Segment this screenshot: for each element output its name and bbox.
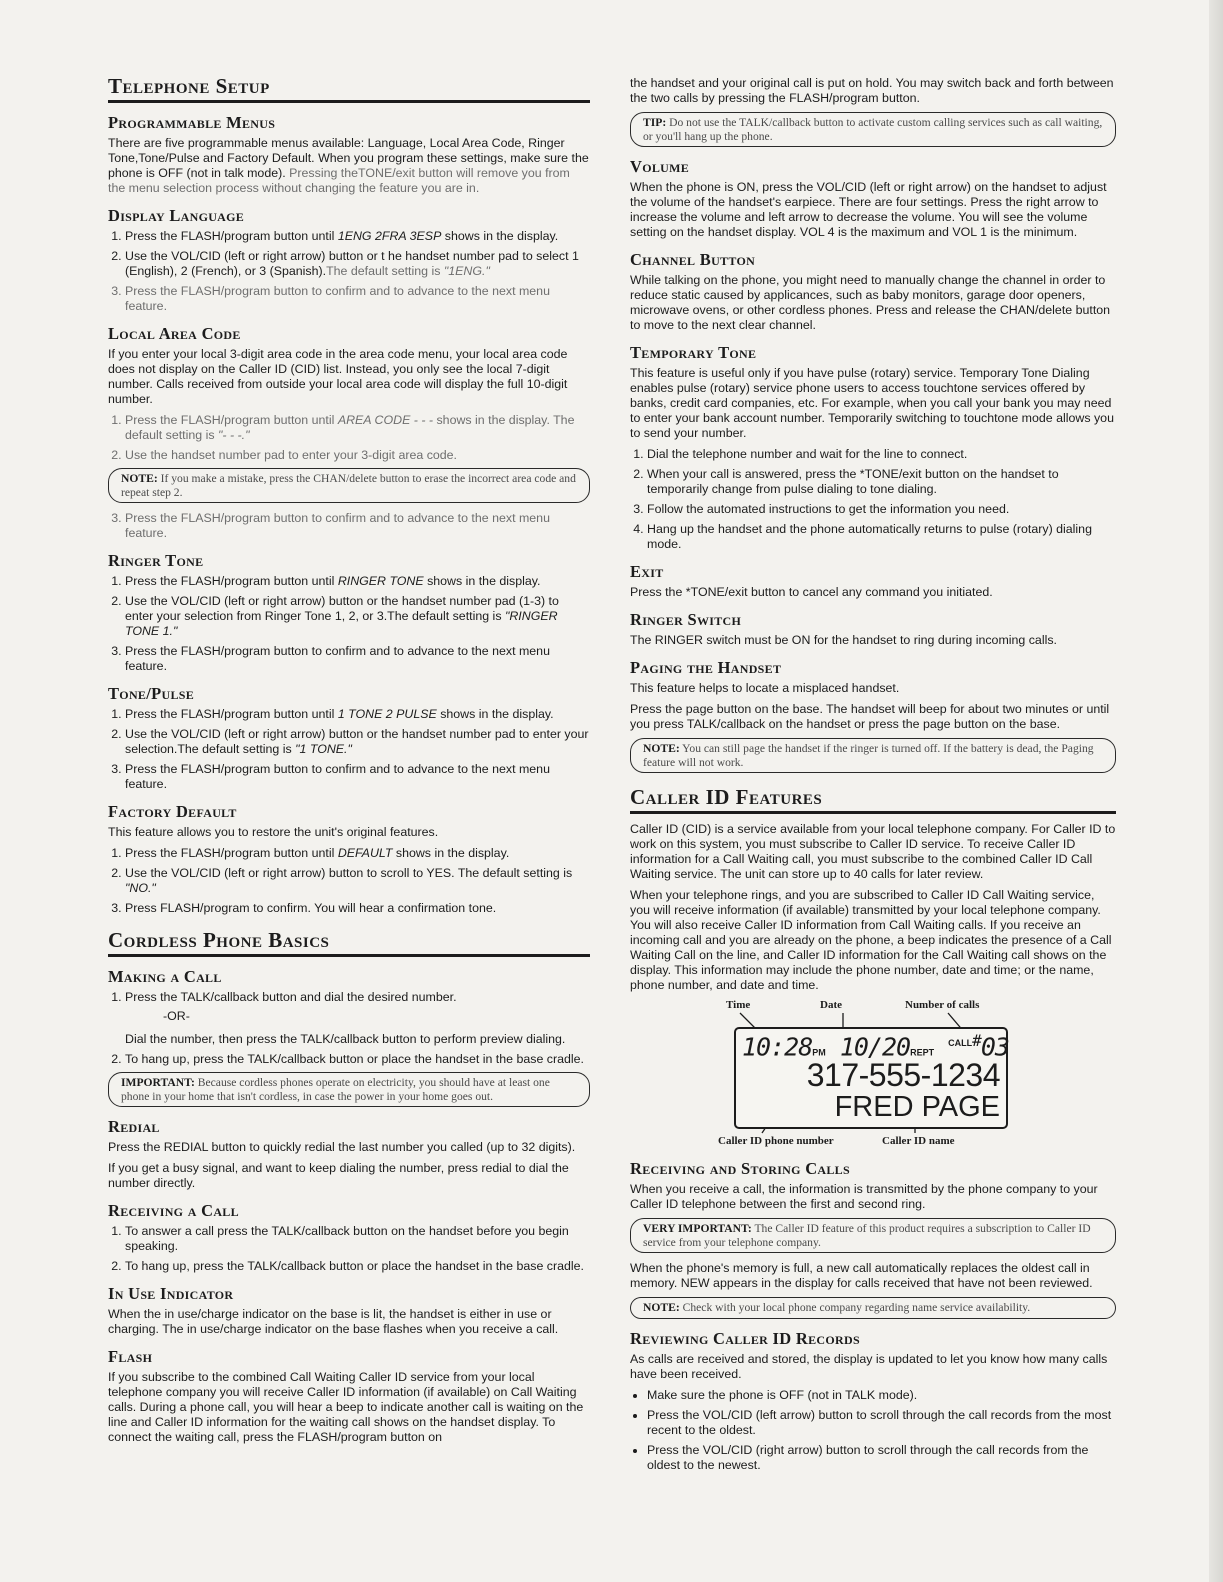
list-item: 1. Press the FLASH/program button until RINGER TONE shows in the display. <box>125 574 590 589</box>
right-column <box>630 76 1116 1478</box>
note-tip: TIP: Do not use the TALK/callback button to activate custom calling services such as call waiting, or you'll hang up the phone. <box>630 112 1116 147</box>
making-call-steps <box>108 990 590 1067</box>
lcd-time: 10:28 <box>742 1032 813 1062</box>
factory-default-text: This feature allows you to restore the unit's original features. <box>108 825 439 839</box>
paging-text-2: Press the page button on the base. The handset will beep for about two minutes or until you press TALK/callback on the handset or press the page button on the base. <box>630 702 1110 731</box>
lcd-date: 10/20 <box>839 1032 911 1062</box>
heading-receiving-a-call: Receiving a Call <box>108 1201 239 1220</box>
heading-display-language: Display Language <box>108 206 245 225</box>
heading-channel-button: Channel Button <box>630 250 756 269</box>
heading-exit: Exit <box>630 562 664 581</box>
or-separator: -OR- <box>163 1009 190 1023</box>
programmable-menus-text: There are five programmable menus available: Language, Local Area Code, Ringer Tone,Tone/Pulse and Factory Default. When you program these settings, make sure the phone is OFF (not in talk mode). Pressing theTONE/exit button will remove you from the menu selection process without changing the feature you are in. <box>108 136 589 195</box>
list-item: 2. To hang up, press the TALK/callback button or place the handset in the base cradle. <box>125 1052 590 1067</box>
heading-programmable-menus: Programmable Menus <box>108 113 276 132</box>
list-item: 3. Press the FLASH/program button to confirm and to advance to the next menu feature. <box>125 511 590 541</box>
list-item: 2. Use the VOL/CID (left or right arrow) button to scroll to YES. The default setting is "NO." <box>125 866 590 896</box>
heading-redial: Redial <box>108 1117 160 1136</box>
reviewing-text: As calls are received and stored, the display is updated to let you know how many calls have been received. <box>630 1351 1108 1381</box>
list-item: 1. Press the FLASH/program button until 1ENG 2FRA 3ESP shows in the display. <box>125 229 590 244</box>
label-caller-id-name: Caller ID name <box>882 1135 955 1147</box>
lcd-pm: PM <box>812 1047 826 1058</box>
tone-pulse-steps <box>108 707 590 792</box>
heading-reviewing-records: Reviewing Caller ID Records <box>630 1328 860 1348</box>
list-item: 2. Use the VOL/CID (left or right arrow) button or the handset number pad (1-3) to enter your selection from Ringer Tone 1, 2, or 3.The default setting is "RINGER TONE 1." <box>125 594 590 639</box>
section-title-caller-id: Caller ID Features <box>630 785 1116 814</box>
redial-text-2: If you get a busy signal, and want to keep dialing the number, press redial to dial the number directly. <box>108 1161 569 1190</box>
flash-text: If you subscribe to the combined Call Waiting Caller ID service from your local telephone company you will receive Caller ID information (if available) on Call Waiting calls. During a phone call, you will hear a beep to indicate another call is waiting on the line and Caller ID information for the waiting call shows on the handset display. To connect the waiting call, press the FLASH/program button on <box>108 1370 584 1444</box>
lcd-rept: REPT <box>910 1047 935 1058</box>
lcd-call: CALL <box>948 1038 973 1048</box>
list-item: 1. Dial the telephone number and wait for the line to connect. <box>647 447 1116 462</box>
section-title-cordless-basics: Cordless Phone Basics <box>108 928 590 957</box>
in-use-text: When the in use/charge indicator on the base is lit, the handset is either in use or charging. The in use/charge indicator on the base flashes when you receive a call. <box>108 1307 559 1336</box>
lcd-caller-name: FRED PAGE <box>834 1091 1000 1123</box>
ringer-tone-steps <box>108 574 590 674</box>
heading-temporary-tone: Temporary Tone <box>630 343 757 362</box>
list-item: 3. Press the FLASH/program button to confirm and to advance to the next menu feature. <box>125 284 590 314</box>
caller-id-text-1: Caller ID (CID) is a service available from your local telephone company. For Caller ID to work on this system, you must subscribe to Caller ID service. To receive Caller ID information for a Call Waiting call, you must subscribe to the combined Caller ID Call Waiting service. The unit can store up to 40 calls for later review. <box>630 822 1116 881</box>
list-item: 2. When your call is answered, press the *TONE/exit button on the handset to temporarily change from pulse dialing to tone dialing. <box>647 467 1116 497</box>
list-item: 1. Press the FLASH/program button until 1 TONE 2 PULSE shows in the display. <box>125 707 590 722</box>
area-code-steps <box>108 413 590 463</box>
reviewing-bullets <box>630 1388 1116 1473</box>
temporary-tone-steps <box>630 447 1116 552</box>
factory-default-steps <box>108 846 590 916</box>
list-item: 4. Hang up the handset and the phone automatically returns to pulse (rotary) dialing mode. <box>647 522 1116 552</box>
channel-text: While talking on the phone, you might need to manually change the channel in order to reduce static caused by applicances, such as baby monitors, garage door openers, microwave ovens, or other cordless phones. Press and release the CHAN/delete button to move to the next clear channel. <box>630 273 1111 332</box>
lcd-phone-number: 317-555-1234 <box>806 1057 1000 1093</box>
caller-id-display-figure <box>630 999 1116 1149</box>
caller-id-text-2: When your telephone rings, and you are subscribed to Caller ID Call Waiting service, you will receive information (if available) transmitted by your local telephone company. You will also receive Caller ID information from Call Waiting calls. If you receive an incoming call and you are already on the phone, a beep indicates the presence of a Call Waiting Call on the line, and Caller ID information for the Call Waiting call shows on the display. This information may include the phone number, date and time; or the name, phone number, and date and time. <box>630 888 1112 992</box>
heading-paging: Paging the Handset <box>630 658 782 677</box>
note-name-service: NOTE: Check with your local phone company regarding name service availability. <box>630 1297 1116 1319</box>
label-time: Time <box>726 999 751 1011</box>
heading-factory-default: Factory Default <box>108 802 237 821</box>
receiving-storing-text-2: When the phone's memory is full, a new call automatically replaces the oldest call in memory. NEW appears in the display for calls received that have not been reviewed. <box>630 1261 1093 1290</box>
heading-making-a-call: Making a Call <box>108 967 222 986</box>
note-area-code: NOTE: If you make a mistake, press the CHAN/delete button to erase the incorrect area code and repeat step 2. <box>108 468 590 503</box>
list-item: 2. Use the VOL/CID (left or right arrow) button or the handset number pad to enter your selection.The default setting is "1 TONE." <box>125 727 590 757</box>
list-item: • Make sure the phone is OFF (not in TALK mode). <box>647 1388 1116 1403</box>
note-paging: NOTE: You can still page the handset if the ringer is turned off. If the battery is dead, the Paging feature will not work. <box>630 738 1116 773</box>
list-item: • Press the VOL/CID (right arrow) button to scroll through the call records from the oldest to the newest. <box>647 1443 1116 1473</box>
list-item: 3. Press the FLASH/program button to confirm and to advance to the next menu feature. <box>125 644 590 674</box>
note-very-important: VERY IMPORTANT: The Caller ID feature of this product requires a subscription to Caller ID service from your telephone company. <box>630 1218 1116 1253</box>
heading-volume: Volume <box>630 157 690 176</box>
ringer-switch-text: The RINGER switch must be ON for the handset to ring during incoming calls. <box>630 633 1057 647</box>
list-item: 3. Follow the automated instructions to get the information you need. <box>647 502 1116 517</box>
volume-text: When the phone is ON, press the VOL/CID (left or right arrow) on the handset to adjust the volume of the handset's earpiece. There are four settings. Press the right arrow to increase the volume and left arrow to decrease the volume. You will see the volume setting on the handset display. VOL 4 is the maximum and VOL 1 is the minimum. <box>630 180 1107 239</box>
section-title-telephone-setup: Telephone Setup <box>108 74 590 103</box>
list-item: 2. Use the VOL/CID (left or right arrow) button or t he handset number pad to select 1 (English), 2 (French), or 3 (Spanish).The default setting is "1ENG." <box>125 249 590 279</box>
area-code-steps-cont <box>108 511 590 541</box>
list-item: 1. Press the FLASH/program button until DEFAULT shows in the display. <box>125 846 590 861</box>
list-item: 3. Press FLASH/program to confirm. You will hear a confirmation tone. <box>125 901 590 916</box>
temporary-tone-text: This feature is useful only if you have pulse (rotary) service. Temporary Tone Dialing enables pulse (rotary) service phone users to access touchtone services offered by banks, credit card companies, etc. For example, when you call your bank you may need to enter your bank account number. Temporarily switching to touchtone mode allows you to send your number. <box>630 366 1114 440</box>
flash-text-cont: the handset and your original call is put on hold. You may switch back and forth between the two calls by pressing the FLASH/program button. <box>630 76 1114 105</box>
list-item: • Press the VOL/CID (left arrow) button to scroll through the call records from the most recent to the oldest. <box>647 1408 1116 1438</box>
left-column <box>108 62 590 1451</box>
paging-text-1: This feature helps to locate a misplaced handset. <box>630 681 900 695</box>
label-caller-id-number: Caller ID phone number <box>718 1135 834 1147</box>
redial-text-1: Press the REDIAL button to quickly redial the last number you called (up to 32 digits). <box>108 1140 576 1154</box>
heading-in-use-indicator: In Use Indicator <box>108 1284 234 1303</box>
exit-text: Press the *TONE/exit button to cancel any command you initiated. <box>630 585 993 599</box>
heading-local-area-code: Local Area Code <box>108 324 241 343</box>
display-language-steps <box>108 229 590 314</box>
heading-receiving-storing: Receiving and Storing Calls <box>630 1159 850 1178</box>
heading-ringer-tone: Ringer Tone <box>108 551 204 570</box>
list-item: 1. To answer a call press the TALK/callback button on the handset before you begin speaking. <box>125 1224 590 1254</box>
lcd-screen <box>734 1027 1008 1129</box>
heading-tone-pulse: Tone/Pulse <box>108 684 195 703</box>
label-number-of-calls: Number of calls <box>905 999 980 1011</box>
heading-flash: Flash <box>108 1347 153 1366</box>
heading-ringer-switch: Ringer Switch <box>630 610 742 629</box>
note-important: IMPORTANT: Because cordless phones operate on electricity, you should have at least one phone in your home that isn't cordless, in case the power in your home goes out. <box>108 1072 590 1107</box>
receiving-steps <box>108 1224 590 1274</box>
lcd-hash: # <box>972 1031 981 1050</box>
list-item: 1. Press the TALK/callback button and dial the desired number. -OR- Dial the number, then press the TALK/callback button to perform preview dialing. <box>125 990 590 1047</box>
area-code-text: If you enter your local 3-digit area code in the area code menu, your local area code does not display on the Caller ID (CID) list. Instead, you only see the local 7-digit number. Calls received from outside your local area code will display the full 10-digit number. <box>108 347 568 406</box>
list-item: 3. Press the FLASH/program button to confirm and to advance to the next menu feature. <box>125 762 590 792</box>
list-item: 2. To hang up, press the TALK/callback button or place the handset in the base cradle. <box>125 1259 590 1274</box>
receiving-storing-text-1: When you receive a call, the information is transmitted by the phone company to your Caller ID telephone between the first and second ring. <box>630 1182 1098 1211</box>
lcd-count: 03 <box>980 1032 1009 1062</box>
list-item: 1. Press the FLASH/program button until AREA CODE - - - shows in the display. The default setting is "- - -." <box>125 413 590 443</box>
label-date: Date <box>820 999 842 1011</box>
scan-edge <box>1209 0 1223 1582</box>
preview-dialing-text: Dial the number, then press the TALK/callback button to perform preview dialing. <box>125 1032 566 1046</box>
list-item: 2. Use the handset number pad to enter your 3-digit area code. <box>125 448 590 463</box>
